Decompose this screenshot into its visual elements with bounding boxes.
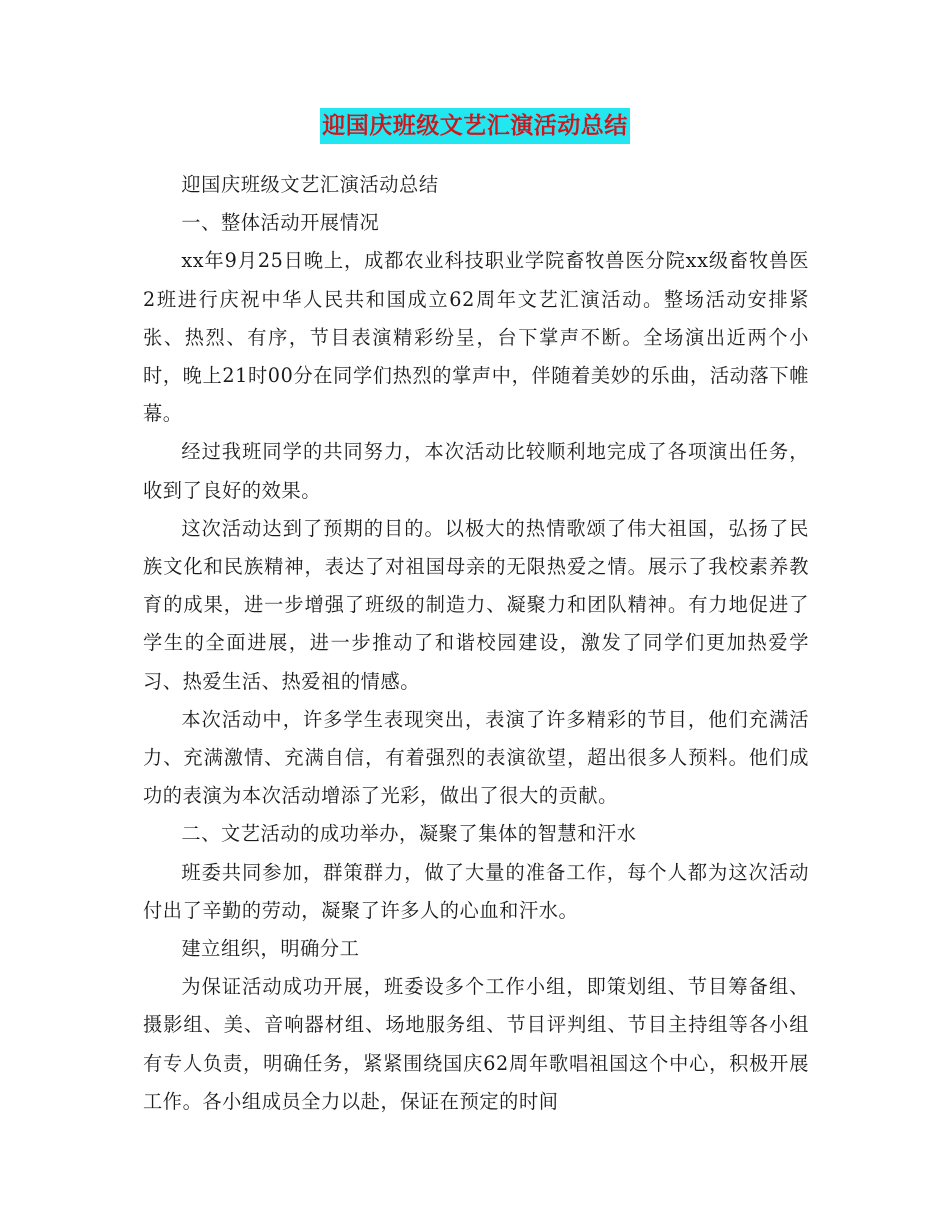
paragraph: 为保证活动成功开展，班委设多个工作小组，即策划组、节目筹备组、摄影组、美、音响器材组、场地服务组、节目评判组、节目主持组等各小组有专人负责，明确任务，紧紧围绕国庆62周年歌唱祖国这个中心，积极开展工作。各小组成员全力以赴，保证在预定的时间	[143, 975, 809, 1113]
document-body	[143, 166, 809, 1121]
section-heading-2: 二、文艺活动的成功举办，凝聚了集体的智慧和汗水	[181, 822, 637, 846]
paragraph: 这次活动达到了预期的目的。以极大的热情歌颂了伟大祖国，弘扬了民族文化和民族精神，表达了对祖国母亲的无限热爱之情。展示了我校素养教育的成果，进一步增强了班级的制造力、凝聚力和团队精神。有力地促进了学生的全面进展，进一步推动了和谐校园建设，激发了同学们更加热爱学习、热爱生活、热爱祖的情感。	[143, 516, 809, 693]
paragraph: xx年9月25日晚上，成都农业科技职业学院畜牧兽医分院xx级畜牧兽医2班进行庆祝中华人民共和国成立62周年文艺汇演活动。整场活动安排紧张、热烈、有序，节目表演精彩纷呈，台下掌声不断。全场演出近两个小时，晚上21时00分在同学们热烈的掌声中，伴随着美妙的乐曲，活动落下帷幕。	[143, 249, 809, 426]
document-title: 迎国庆班级文艺汇演活动总结	[320, 108, 630, 144]
subheading: 建立组织，明确分工	[181, 937, 360, 961]
section-heading-1: 一、整体活动开展情况	[181, 211, 380, 235]
paragraph: 本次活动中，许多学生表现突出，表演了许多精彩的节目，他们充满活力、充满激情、充满自信，有着强烈的表演欲望，超出很多人预料。他们成功的表演为本次活动增添了光彩，做出了很大的贡献。	[143, 707, 809, 808]
paragraph: 经过我班同学的共同努力，本次活动比较顺利地完成了各项演出任务，收到了良好的效果。	[143, 440, 809, 502]
paragraph: 班委共同参加，群策群力，做了大量的准备工作，每个人都为这次活动付出了辛勤的劳动，凝聚了许多人的心血和汗水。	[143, 860, 809, 922]
paragraph-subtitle: 迎国庆班级文艺汇演活动总结	[181, 173, 439, 196]
title-container	[0, 108, 950, 144]
